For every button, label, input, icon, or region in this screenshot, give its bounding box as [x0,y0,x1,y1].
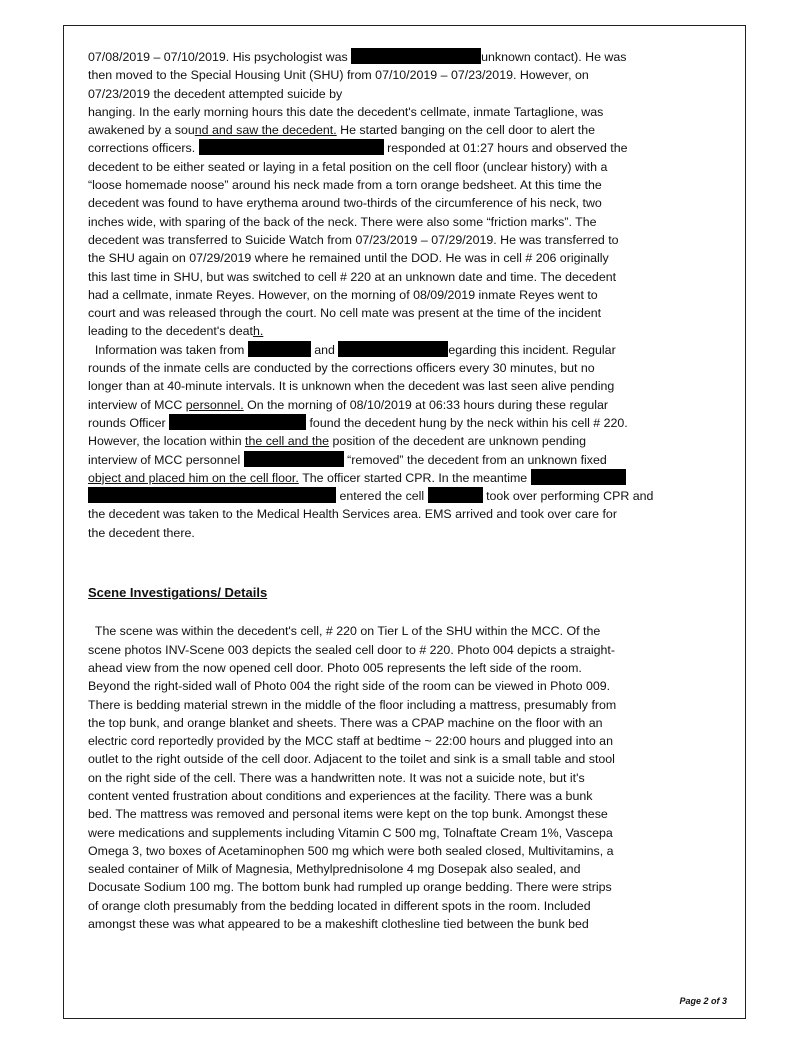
text-line [88,414,728,432]
text-segment: corrections officers. [88,141,199,156]
text-line [88,85,728,103]
text-segment: the top bunk, and orange blanket and sheets. There was a CPAP machine on the floor with an [88,715,603,730]
text-segment: unknown contact). He was [481,50,627,64]
text-line [88,714,728,732]
text-line [88,377,728,395]
text-segment: and [310,342,339,357]
text-segment: content vented frustration about conditions and experiences at the facility. There was a bunk [88,788,593,803]
redaction-box [88,487,336,503]
text-line [88,103,728,121]
text-segment: awakened by a sou [88,123,195,138]
narrative-paragraph [88,48,728,542]
text-line [88,194,728,212]
underlined-text: personnel. [185,397,244,412]
text-segment: scene photos INV-Scene 003 depicts the sealed cell door to # 220. Photo 004 depicts a straight- [88,642,615,657]
text-line [88,432,728,450]
underlined-text: nd and saw the decedent. [194,123,337,138]
text-line [88,915,728,933]
redaction-box [531,469,626,485]
text-line [88,286,728,304]
redaction-box [428,487,483,503]
text-line [88,487,728,505]
text-segment: decedent was found to have erythema around two-thirds of the circumference of his neck, two [88,196,602,211]
text-line [88,231,728,249]
text-line [88,304,728,322]
text-line [88,158,728,176]
text-line [88,524,728,542]
text-segment: took over performing CPR and [482,489,654,504]
text-line [88,48,728,66]
text-line [88,750,728,768]
text-line [88,213,728,231]
text-segment: of orange cloth presumably from the bedding located in different spots in the room. Included [88,898,591,913]
text-segment: sealed container of Milk of Magnesia, Methylprednisolone 4 mg Dosepak also sealed, and [88,862,581,877]
text-segment: court and was released through the court. No cell mate was present at the time of the incident [88,306,602,321]
underlined-text: h. [252,324,264,339]
text-line [88,469,728,487]
text-segment: On the morning of 08/10/2019 at 06:33 hours during these regular [243,397,609,412]
redaction-box [338,341,448,357]
document-body [88,48,728,933]
text-segment: amongst these was what appeared to be a makeshift clothesline tied between the bunk bed [88,917,589,932]
text-segment: rounds of the inmate cells are conducted by the corrections officers every 30 minutes, but no [88,361,595,376]
text-segment: interview of MCC [88,397,186,412]
text-segment: decedent to be either seated or laying in a fetal position on the cell floor (unclear history) with a [88,159,608,174]
text-segment: on the right side of the cell. There was a handwritten note. It was not a suicide note, but it's [88,770,585,785]
text-segment: “removed” the decedent from an unknown fixed [343,452,607,467]
text-line [88,659,728,677]
text-segment: position of the decedent are unknown pending [329,434,587,449]
text-segment: leading to the decedent's deat [88,324,253,339]
text-segment: rounds Officer [88,415,170,430]
text-line [88,641,728,659]
text-segment: the decedent there. [88,525,195,540]
redaction-box [248,341,311,357]
redaction-box [199,139,384,155]
text-line [88,66,728,84]
text-line [88,121,728,139]
section-heading: Scene Investigations/ Details [88,585,268,601]
text-line [88,451,728,469]
text-line [88,176,728,194]
text-line [88,249,728,267]
text-line [88,787,728,805]
text-segment: decedent was transferred to Suicide Watch from 07/23/2019 – 07/29/2019. He was transferred to [88,232,619,247]
text-segment: egarding this incident. Regular [448,342,616,357]
underlined-text: object and placed him on the cell floor. [88,470,299,485]
text-segment: “loose homemade noose” around his neck made from a torn orange bedsheet. At this time the [88,178,602,193]
text-line [88,732,728,750]
text-line [88,897,728,915]
text-segment: 07/08/2019 – 07/10/2019. His psychologist was [88,50,352,64]
text-segment: ahead view from the now opened cell door. Photo 005 represents the left side of the room. [88,660,582,675]
text-segment: responded at 01:27 hours and observed the [383,141,628,156]
text-segment: There is bedding material strewn in the middle of the floor including a mattress, presumably from [88,697,617,712]
scene-paragraph [88,622,728,933]
text-segment: this last time in SHU, but was switched to cell # 220 at an unknown date and time. The decedent [88,269,617,284]
text-segment: However, the location within [88,434,246,449]
text-line [88,341,728,359]
redaction-box [169,414,306,430]
page-number: Page 2 of 3 [679,996,727,1006]
text-segment: the decedent was taken to the Medical Health Services area. EMS arrived and took over care for [88,507,617,522]
text-segment: hanging. In the early morning hours this date the decedent's cellmate, inmate Tartaglione, was [88,104,604,119]
text-segment: longer than at 40-minute intervals. It is unknown when the decedent was last seen alive pending [88,379,615,394]
redaction-box [351,48,481,64]
text-segment: bed. The mattress was removed and personal items were kept on the top bunk. Amongst these [88,807,608,822]
text-line [88,677,728,695]
text-segment: were medications and supplements including Vitamin C 500 mg, Tolnaftate Cream 1%, Vascepa [88,825,613,840]
text-segment: inches wide, with sparing of the back of the neck. There were also some “friction marks”. The [88,214,597,229]
text-segment: Docusate Sodium 100 mg. The bottom bunk had rumpled up orange bedding. There were strips [88,880,612,895]
text-segment: He started banging on the cell door to alert the [336,123,596,138]
text-line [88,322,728,340]
text-line [88,139,728,157]
text-segment: electric cord reportedly provided by the MCC staff at bedtime ~ 22:00 hours and plugged into an [88,734,613,749]
spacer [88,542,728,584]
spacer [88,602,728,622]
text-line [88,696,728,714]
text-segment: The scene was within the decedent's cell, # 220 on Tier L of the SHU within the MCC. Of the [88,624,601,639]
text-segment: the SHU again on 07/29/2019 where he remained until the DOD. He was in cell # 206 originally [88,251,609,266]
text-segment: found the decedent hung by the neck within his cell # 220. [306,415,628,430]
text-line [88,359,728,377]
text-line [88,878,728,896]
underlined-text: the cell and the [245,434,330,449]
text-line [88,805,728,823]
text-segment: had a cellmate, inmate Reyes. However, on the morning of 08/09/2019 inmate Reyes went to [88,287,598,302]
text-segment: then moved to the Special Housing Unit (SHU) from 07/10/2019 – 07/23/2019. However, on [88,68,589,83]
text-segment: 07/23/2019 the decedent attempted suicide by [88,86,343,101]
text-segment: Information was taken from [88,342,248,357]
text-line [88,842,728,860]
redaction-box [244,451,344,467]
text-line [88,824,728,842]
text-segment: Omega 3, two boxes of Acetaminophen 500 mg which were both sealed closed, Multivitamins, a [88,843,614,858]
text-line [88,769,728,787]
text-line [88,396,728,414]
text-line [88,860,728,878]
text-segment: entered the cell [336,489,428,504]
text-line [88,622,728,640]
text-segment: The officer started CPR. In the meantime [298,470,531,485]
text-segment: interview of MCC personnel [88,452,244,467]
text-segment: outlet to the right outside of the cell door. Adjacent to the toilet and sink is a small table and stool [88,752,615,767]
text-line [88,268,728,286]
text-segment: Beyond the right-sided wall of Photo 004 the right side of the room can be viewed in Photo 009. [88,679,611,694]
text-line [88,505,728,523]
